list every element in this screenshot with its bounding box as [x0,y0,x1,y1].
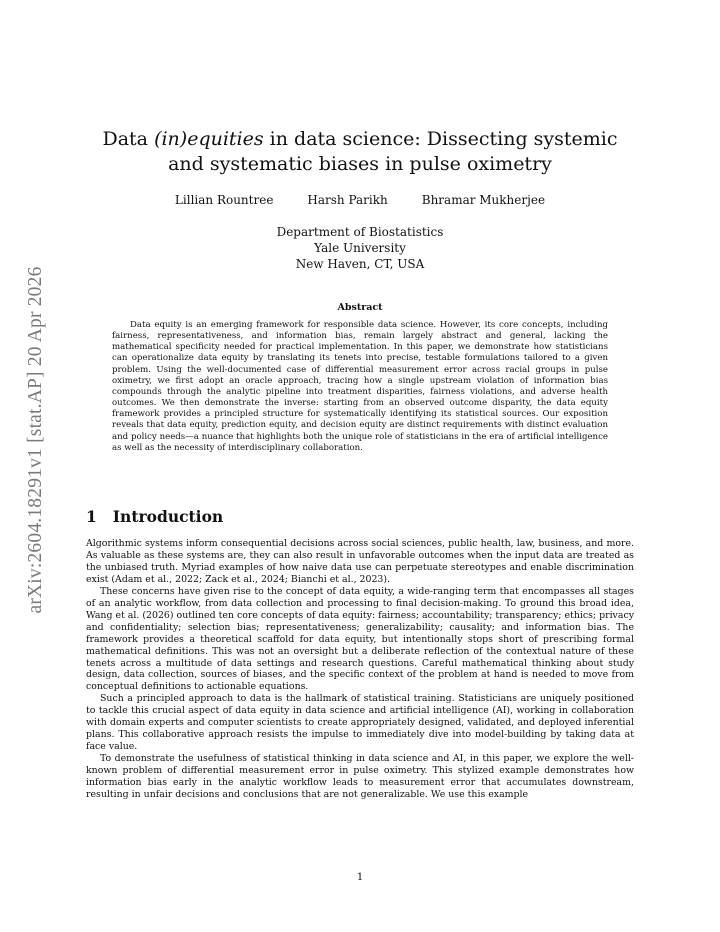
author-list [120,193,600,208]
title-part-1: Data [102,128,155,150]
section-heading [86,507,223,526]
abstract-heading: Abstract [337,302,383,313]
section-number: 1 [86,507,97,526]
affiliation [160,224,560,272]
section-body [86,538,634,801]
body-paragraph: To demonstrate the usefulness of statistical thinking in data science and AI, in this paper, we explore the well-known problem of differential measurement error in pulse oximetry. This stylized example demonstrates how information bias early in the analytic workflow leads to measurement error that accumulates downstream, resulting in unfair decisions and conclusions that are not generalizable. We use this example [86,753,634,801]
title-part-2: in data science: Dissecting systemic and systematic biases in pulse oximetry [168,128,618,175]
author-name: Bhramar Mukherjee [421,193,546,207]
arxiv-identifier: arXiv:2604.18291v1 [stat.AP] 20 Apr 2026 [25,266,46,614]
body-paragraph: Such a principled approach to data is the hallmark of statistical training. Statisticians are uniquely positioned to tackle this crucial aspect of data equity in data science and artificial intelligence (AI), working in collaboration with domain experts and computer scientists to create appropriately designed, validated, and deployed inferential plans. This collaborative approach resists the impulse to immediately dive into model-building by taking data at face value. [86,693,634,753]
abstract-text: Data equity is an emerging framework for responsible data science. However, its core concepts, including fairness, representativeness, and information bias, remain largely abstract and general, lacking the mathematical specificity needed for practical implementation. In this paper, we demonstrate how statisticians can operationalize data equity by translating its tenets into precise, testable formulations tailored to a given problem. Using the well-documented case of differential measurement error across racial groups in pulse oximetry, we first adopt an oracle approach, tracing how a single upstream violation of information bias compounds through the analytic pipeline into treatment disparities, fairness violations, and adverse health outcomes. We then demonstrate the inverse: starting from an observed outcome disparity, the data equity framework provides a principled structure for systematically identifying its statistical sources. Our exposition reveals that data equity, prediction equity, and decision equity are distinct requirements with distinct evaluation and policy needs—a nuance that highlights both the unique role of statisticians in the era of artificial intelligence as well as the necessity of interdisciplinary collaboration. [112,320,608,453]
author-name: Harsh Parikh [307,193,388,207]
paper-title [100,127,620,177]
body-paragraph: These concerns have given rise to the concept of data equity, a wide-ranging term that encompasses all stages of an analytic workflow, from data collection and processing to final decision-making. To ground this broad idea, Wang et al. (2026) outlined ten core concepts of data equity: fairness; accountability; transparency; ethics; privacy and confidentiality; selection bias; representativeness; generalizability; causality; and information bias. The framework provides a theoretical scaffold for data equity, but intentionally stops short of prescribing formal mathematical definitions. This was not an oversight but a deliberate reflection of the contextual nature of these tenets across a multitude of data settings and research questions. Careful mathematical thinking about study design, data collection, sources of biases, and the specific context of the problem at hand is needed to move from conceptual definitions to actionable equations. [86,585,634,693]
affiliation-department: Department of Biostatistics [276,225,444,239]
affiliation-location: New Haven, CT, USA [295,257,425,271]
page-number: 1 [356,872,364,883]
section-title: Introduction [112,507,224,526]
body-paragraph: Algorithmic systems inform consequential decisions across social sciences, public health, law, business, and more. As valuable as these systems are, they can also result in unfavorable outcomes when the input data are treated as the unbiased truth. Myriad examples of how naive data use can perpetuate stereotypes and enable discrimination exist (Adam et al., 2022; Zack et al., 2024; Bianchi et al., 2023). [86,538,634,585]
affiliation-university: Yale University [314,241,406,255]
author-name: Lillian Rountree [174,193,274,207]
title-italic: (in)equities [154,128,264,150]
